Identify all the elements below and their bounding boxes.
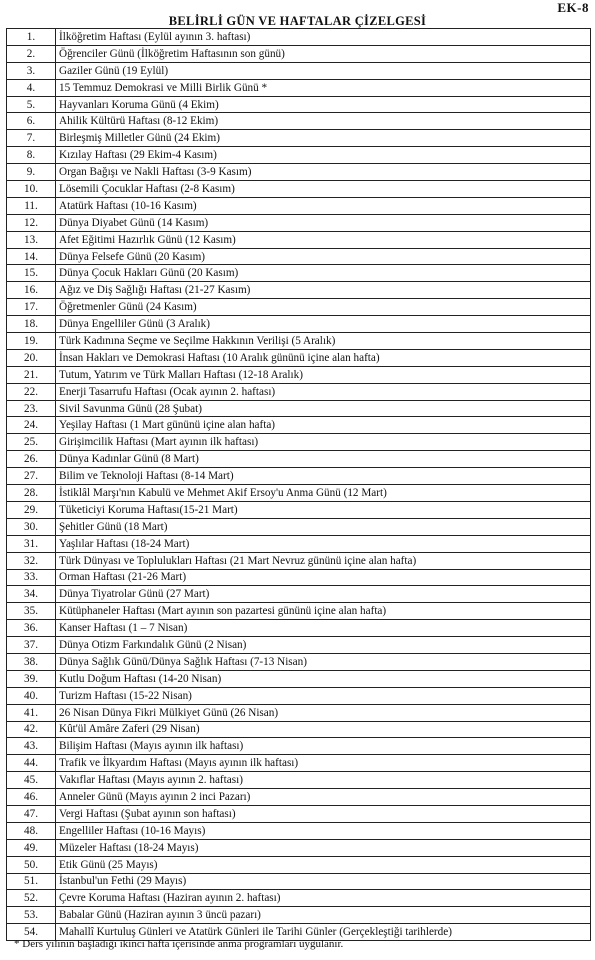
table-row <box>7 29 591 46</box>
row-number: 47. <box>7 805 56 822</box>
table-row <box>7 839 591 856</box>
row-event: Tüketiciyi Koruma Haftası(15-21 Mart) <box>56 501 591 518</box>
table-row <box>7 907 591 924</box>
table-row <box>7 569 591 586</box>
row-number: 48. <box>7 822 56 839</box>
row-number: 29. <box>7 501 56 518</box>
table-row <box>7 45 591 62</box>
row-number: 44. <box>7 755 56 772</box>
table-row <box>7 535 591 552</box>
row-event: Öğretmenler Günü (24 Kasım) <box>56 299 591 316</box>
row-event: İnsan Hakları ve Demokrasi Haftası (10 Aralık gününü içine alan hafta) <box>56 349 591 366</box>
row-event: Mahallî Kurtuluş Günleri ve Atatürk Günleri ile Tarihi Günler (Gerçekleştiği tarihlerde) <box>56 924 591 941</box>
row-event: 15 Temmuz Demokrasi ve Milli Birlik Günü * <box>56 79 591 96</box>
row-event: Şehitler Günü (18 Mart) <box>56 518 591 535</box>
row-number: 38. <box>7 653 56 670</box>
row-event: Turizm Haftası (15-22 Nisan) <box>56 687 591 704</box>
row-event: Dünya Diyabet Günü (14 Kasım) <box>56 214 591 231</box>
row-number: 9. <box>7 164 56 181</box>
table-row <box>7 197 591 214</box>
table-row <box>7 417 591 434</box>
row-event: Afet Eğitimi Hazırlık Günü (12 Kasım) <box>56 231 591 248</box>
row-number: 24. <box>7 417 56 434</box>
row-event: Atatürk Haftası (10-16 Kasım) <box>56 197 591 214</box>
table-row <box>7 231 591 248</box>
table-row <box>7 265 591 282</box>
row-event: 26 Nisan Dünya Fikri Mülkiyet Günü (26 Nisan) <box>56 704 591 721</box>
row-event: Kanser Haftası (1 – 7 Nisan) <box>56 620 591 637</box>
row-event: Ağız ve Diş Sağlığı Haftası (21-27 Kasım) <box>56 282 591 299</box>
table-row <box>7 181 591 198</box>
annex-label: EK-8 <box>557 0 589 15</box>
table-row <box>7 164 591 181</box>
row-event: Anneler Günü (Mayıs ayının 2 inci Pazarı) <box>56 789 591 806</box>
row-event: Dünya Felsefe Günü (20 Kasım) <box>56 248 591 265</box>
row-event: Lösemili Çocuklar Haftası (2-8 Kasım) <box>56 181 591 198</box>
row-number: 46. <box>7 789 56 806</box>
row-event: Dünya Kadınlar Günü (8 Mart) <box>56 451 591 468</box>
row-event: Bilim ve Teknoloji Haftası (8-14 Mart) <box>56 468 591 485</box>
row-event: Bilişim Haftası (Mayıs ayının ilk haftası) <box>56 738 591 755</box>
row-number: 7. <box>7 130 56 147</box>
row-event: Engelliler Haftası (10-16 Mayıs) <box>56 822 591 839</box>
row-number: 41. <box>7 704 56 721</box>
table-row <box>7 96 591 113</box>
table-row <box>7 400 591 417</box>
row-number: 3. <box>7 62 56 79</box>
row-number: 27. <box>7 468 56 485</box>
row-event: Dünya Otizm Farkındalık Günü (2 Nisan) <box>56 637 591 654</box>
row-event: Ahilik Kültürü Haftası (8-12 Ekim) <box>56 113 591 130</box>
row-number: 32. <box>7 552 56 569</box>
row-number: 4. <box>7 79 56 96</box>
row-event: Kutlu Doğum Haftası (14-20 Nisan) <box>56 670 591 687</box>
table-row <box>7 299 591 316</box>
table-row <box>7 789 591 806</box>
row-event: Vakıflar Haftası (Mayıs ayının 2. haftası) <box>56 772 591 789</box>
table-row <box>7 670 591 687</box>
row-event: Girişimcilik Haftası (Mart ayının ilk haftası) <box>56 434 591 451</box>
page-title: BELİRLİ GÜN VE HAFTALAR ÇİZELGESİ <box>168 14 427 28</box>
row-event: Birleşmiş Milletler Günü (24 Ekim) <box>56 130 591 147</box>
row-number: 22. <box>7 383 56 400</box>
row-number: 20. <box>7 349 56 366</box>
row-number: 36. <box>7 620 56 637</box>
table-row <box>7 333 591 350</box>
table-row <box>7 62 591 79</box>
table-row <box>7 383 591 400</box>
row-event: Yeşilay Haftası (1 Mart gününü içine alan hafta) <box>56 417 591 434</box>
row-number: 21. <box>7 366 56 383</box>
row-number: 18. <box>7 316 56 333</box>
row-number: 45. <box>7 772 56 789</box>
table-row <box>7 738 591 755</box>
row-number: 35. <box>7 603 56 620</box>
row-event: Türk Dünyası ve Toplulukları Haftası (21 Mart Nevruz gününü içine alan hafta) <box>56 552 591 569</box>
table-row <box>7 248 591 265</box>
row-number: 28. <box>7 485 56 502</box>
table-row <box>7 856 591 873</box>
row-event: Dünya Engelliler Günü (3 Aralık) <box>56 316 591 333</box>
row-number: 14. <box>7 248 56 265</box>
table-row <box>7 501 591 518</box>
table-row <box>7 772 591 789</box>
row-number: 52. <box>7 890 56 907</box>
table-row <box>7 468 591 485</box>
table-row <box>7 79 591 96</box>
row-number: 8. <box>7 147 56 164</box>
row-event: Kızılay Haftası (29 Ekim-4 Kasım) <box>56 147 591 164</box>
table-row <box>7 805 591 822</box>
table-row <box>7 485 591 502</box>
row-event: Gaziler Günü (19 Eylül) <box>56 62 591 79</box>
row-event: İlköğretim Haftası (Eylül ayının 3. haftası) <box>56 29 591 46</box>
row-number: 33. <box>7 569 56 586</box>
row-number: 15. <box>7 265 56 282</box>
table-row <box>7 434 591 451</box>
footnote: * Ders yılının başladığı ikinci hafta içerisinde anma programları uygulanır. <box>14 938 344 950</box>
row-number: 54. <box>7 924 56 941</box>
row-number: 49. <box>7 839 56 856</box>
row-number: 34. <box>7 586 56 603</box>
table-row <box>7 366 591 383</box>
row-number: 37. <box>7 637 56 654</box>
row-number: 16. <box>7 282 56 299</box>
row-number: 30. <box>7 518 56 535</box>
table-row <box>7 552 591 569</box>
table-row <box>7 282 591 299</box>
row-number: 6. <box>7 113 56 130</box>
row-event: İstiklâl Marşı'nın Kabulü ve Mehmet Akif Ersoy'u Anma Günü (12 Mart) <box>56 485 591 502</box>
row-number: 17. <box>7 299 56 316</box>
row-number: 43. <box>7 738 56 755</box>
row-number: 12. <box>7 214 56 231</box>
row-event: Çevre Koruma Haftası (Haziran ayının 2. haftası) <box>56 890 591 907</box>
table-row <box>7 586 591 603</box>
days-weeks-table <box>6 28 591 941</box>
row-event: Babalar Günü (Haziran ayının 3 üncü pazarı) <box>56 907 591 924</box>
row-number: 23. <box>7 400 56 417</box>
row-event: Orman Haftası (21-26 Mart) <box>56 569 591 586</box>
row-event: Trafik ve İlkyardım Haftası (Mayıs ayının ilk haftası) <box>56 755 591 772</box>
row-event: Kût'ül Amâre Zaferi (29 Nisan) <box>56 721 591 738</box>
table-row <box>7 113 591 130</box>
row-event: Öğrenciler Günü (İlköğretim Haftasının son günü) <box>56 45 591 62</box>
row-event: Organ Bağışı ve Nakli Haftası (3-9 Kasım) <box>56 164 591 181</box>
table-row <box>7 873 591 890</box>
table-row <box>7 518 591 535</box>
row-number: 31. <box>7 535 56 552</box>
table-row <box>7 147 591 164</box>
table-row <box>7 603 591 620</box>
table-row <box>7 451 591 468</box>
table-row <box>7 704 591 721</box>
table-body <box>7 29 591 941</box>
row-event: Dünya Çocuk Hakları Günü (20 Kasım) <box>56 265 591 282</box>
row-number: 42. <box>7 721 56 738</box>
row-number: 51. <box>7 873 56 890</box>
table-row <box>7 721 591 738</box>
row-event: Müzeler Haftası (18-24 Mayıs) <box>56 839 591 856</box>
table-row <box>7 890 591 907</box>
table-row <box>7 316 591 333</box>
table-row <box>7 755 591 772</box>
row-number: 2. <box>7 45 56 62</box>
table-row <box>7 637 591 654</box>
row-event: Kütüphaneler Haftası (Mart ayının son pazartesi gününü içine alan hafta) <box>56 603 591 620</box>
row-number: 1. <box>7 29 56 46</box>
row-number: 50. <box>7 856 56 873</box>
row-event: Hayvanları Koruma Günü (4 Ekim) <box>56 96 591 113</box>
row-event: Yaşlılar Haftası (18-24 Mart) <box>56 535 591 552</box>
table-row <box>7 620 591 637</box>
row-number: 13. <box>7 231 56 248</box>
table-row <box>7 822 591 839</box>
row-event: Türk Kadınına Seçme ve Seçilme Hakkının Verilişi (5 Aralık) <box>56 333 591 350</box>
table-row <box>7 130 591 147</box>
row-number: 11. <box>7 197 56 214</box>
row-event: Enerji Tasarrufu Haftası (Ocak ayının 2. haftası) <box>56 383 591 400</box>
table-row <box>7 687 591 704</box>
row-number: 26. <box>7 451 56 468</box>
row-event: Etik Günü (25 Mayıs) <box>56 856 591 873</box>
row-number: 10. <box>7 181 56 198</box>
table-row <box>7 349 591 366</box>
row-number: 25. <box>7 434 56 451</box>
row-event: Dünya Tiyatrolar Günü (27 Mart) <box>56 586 591 603</box>
row-event: Vergi Haftası (Şubat ayının son haftası) <box>56 805 591 822</box>
row-number: 19. <box>7 333 56 350</box>
row-number: 5. <box>7 96 56 113</box>
row-number: 40. <box>7 687 56 704</box>
row-event: Sivil Savunma Günü (28 Şubat) <box>56 400 591 417</box>
row-number: 39. <box>7 670 56 687</box>
row-number: 53. <box>7 907 56 924</box>
row-event: Tutum, Yatırım ve Türk Malları Haftası (12-18 Aralık) <box>56 366 591 383</box>
table-row <box>7 214 591 231</box>
row-event: Dünya Sağlık Günü/Dünya Sağlık Haftası (7-13 Nisan) <box>56 653 591 670</box>
table-row <box>7 653 591 670</box>
row-event: İstanbul'un Fethi (29 Mayıs) <box>56 873 591 890</box>
